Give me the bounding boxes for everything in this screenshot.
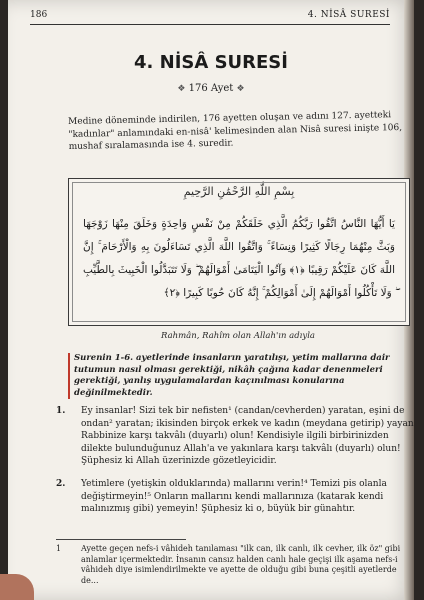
ornament-icon: ❖ [177,84,186,94]
running-header [30,8,390,25]
basmala-translation: Rahmân, Rahîm olan Allah'ın adıyla [160,331,315,341]
verse-count [8,83,414,94]
page-number: 186 [30,10,48,20]
ornament-icon: ❖ [236,84,245,94]
verse-number: 1. [56,406,66,416]
verse-count-label: 176 Ayet [188,83,234,94]
verse-translation: Yetimlere (yetişkin olduklarında) mallarını verin!⁴ Temizi pis olanla değiştirmeyin!⁵ Onların mallarını kendi mallarınıza (katarak kendi malınızmış gibi) yemeyin! Şüphesiz ki o, büyük bir günahtır. [81,479,387,515]
verse-number: 2. [56,479,66,489]
book-page [8,0,414,600]
footnote-text: Ayette geçen nefs-i vâhideh tanılaması "ilk can, ilk canlı, ilk cevher, ilk öz" gibi anlamlar içermektedir. İnsanın cansız halden canlı hale geçişi ilk aşama nefs-i vâhideh diye isimlendirilmekte ve ayette de olduğu gibi buna çeşitli ayetlerde de... [81,544,401,585]
arabic-text-frame [68,178,410,326]
intro-paragraph: Medine döneminde indirilen, 176 ayetten oluşan ve adını 127. ayetteki "kadınlar" anlamındaki en-nisâ' kelimesinden alan Nisâ suresi inişte 106, mushaf sıralamasında ise 4. suredir. [68,110,403,152]
section-summary: Surenin 1-6. ayetlerinde insanların yaratılışı, yetim mallarına dair tutumun nasıl olması gerektiği, nikâh çağına kadar denenmeleri gerektiği, yanlış uygulamalardan kaçınılması konularına değinilmektedir. [68,353,414,399]
arabic-verses: يَا أَيُّهَا النَّاسُ اتَّقُوا رَبَّكُمُ الَّذِي خَلَقَكُمْ مِنْ نَفْسٍ وَاحِدَةٍ وَخَلَقَ مِنْهَا زَوْجَهَا وَبَثَّ مِنْهُمَا رِجَالًا كَثِيرًا وَنِسَاءً ۚ وَاتَّقُوا اللَّهَ الَّذِي تَسَاءَلُونَ بِهِ وَالْأَرْحَامَ ۚ إِنَّ اللَّهَ كَانَ عَلَيْكُمْ رَقِيبًا ﴿١﴾ وَآتُوا الْيَتَامَىٰ أَمْوَالَهُمْ ۖ وَلَا تَتَبَدَّلُوا الْخَبِيثَ بِالطَّيِّبِ ۖ وَلَا تَأْكُلُوا أَمْوَالَهُمْ إِلَىٰ أَمْوَالِكُمْ ۚ إِنَّهُ كَانَ حُوبًا كَبِيرًا ﴿٢﴾ [83,218,395,299]
surah-title: 4. NİSÂ SURESİ [134,52,288,73]
footnote-divider [56,539,186,540]
basmala-calligraphy: بِسْمِ اللَّهِ الرَّحْمَٰنِ الرَّحِيمِ [183,185,295,198]
footnote-number: 1 [56,544,62,553]
verse-translation: Ey insanlar! Sizi tek bir nefisten¹ (candan/cevherden) yaratan, eşini de ondan² yaratan; ikisinden birçok erkek ve kadın (meydana getirip) yayan Rabbinize karşı takvâlı (duyarlı) olun! Kendisiyle ilgili birbirinizden dilekte bulunduğunuz Allah'a ve yakınlara karşı takvâlı (duyarlı) olun! Şüphesiz ki Allah üzerinizde gözetleyicidir. [81,406,414,467]
running-title: 4. NİSÂ SURESİ [307,10,390,20]
